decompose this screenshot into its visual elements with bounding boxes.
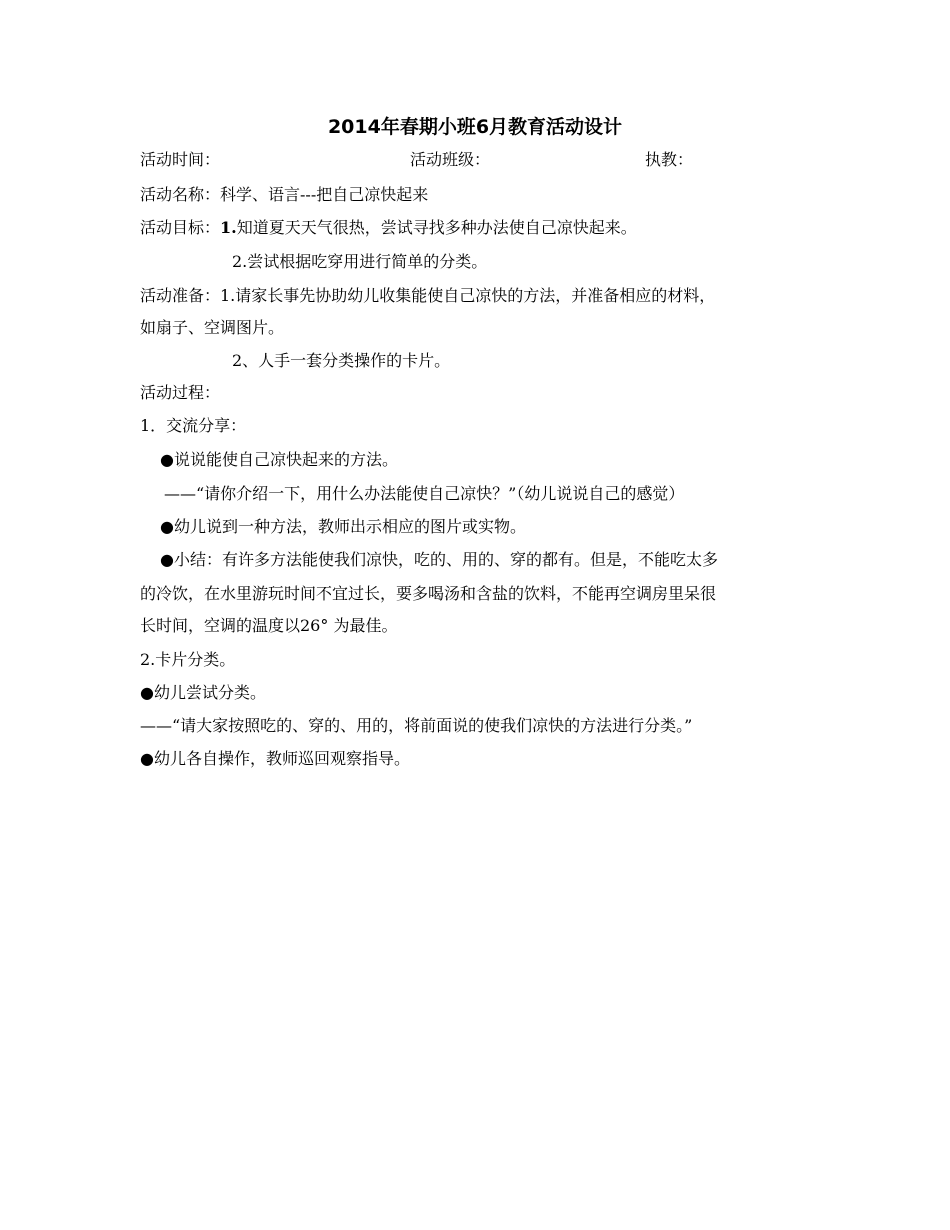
step-1-summary-line-2: 的冷饮，在水里游玩时间不宜过长，要多喝汤和含盐的饮料，不能再空调房里呆很	[140, 584, 717, 603]
prep-line-3: 2、人手一套分类操作的卡片。	[232, 351, 451, 370]
step-1-summary-line-1: ●小结：有许多方法能使我们凉快，吃的、用的、穿的都有。但是，不能吃太多	[160, 550, 718, 569]
step-1-summary-line-3: 长时间，空调的温度以26° 为最佳。	[140, 616, 398, 635]
step-1-quote-1: ——“请你介绍一下，用什么办法能使自己凉快？”（幼儿说说自己的感觉）	[164, 484, 685, 503]
activity-class-label: 活动班级：	[410, 150, 491, 169]
step-2-heading: 2.卡片分类。	[140, 650, 236, 669]
activity-goal-line	[140, 216, 637, 240]
prep-line-1: 活动准备：1.请家长事先协助幼儿收集能使自己凉快的方法，并准备相应的材料，	[140, 286, 716, 305]
step-1-bullet-2: ●幼儿说到一种方法，教师出示相应的图片或实物。	[160, 517, 526, 536]
goal-item-2: 2.尝试根据吃穿用进行简单的分类。	[232, 252, 488, 271]
activity-time-label: 活动时间：	[140, 150, 221, 169]
document-title: 2014年春期小班6月教育活动设计	[327, 116, 623, 138]
step-2-quote-1: ——“请大家按照吃的、穿的、用的，将前面说的使我们凉快的方法进行分类。”	[140, 716, 693, 735]
process-label: 活动过程：	[140, 383, 221, 402]
prep-line-2: 如扇子、空调图片。	[140, 318, 285, 337]
step-2-bullet-1: ●幼儿尝试分类。	[140, 683, 266, 702]
step-2-bullet-2: ●幼儿各自操作，教师巡回观察指导。	[140, 749, 410, 768]
step-1-heading: 1．交流分享：	[140, 416, 247, 435]
teacher-label: 执教：	[645, 150, 694, 169]
goal-item-1-text: 知道夏天天气很热，尝试寻找多种办法使自己凉快起来。	[236, 218, 637, 237]
activity-name-line: 活动名称：科学、语言---把自己凉快起来	[140, 185, 429, 204]
goal-item-1-number: 1.	[220, 218, 237, 237]
step-1-bullet-1: ●说说能使自己凉快起来的方法。	[160, 450, 398, 469]
activity-goal-label: 活动目标：	[140, 218, 221, 237]
